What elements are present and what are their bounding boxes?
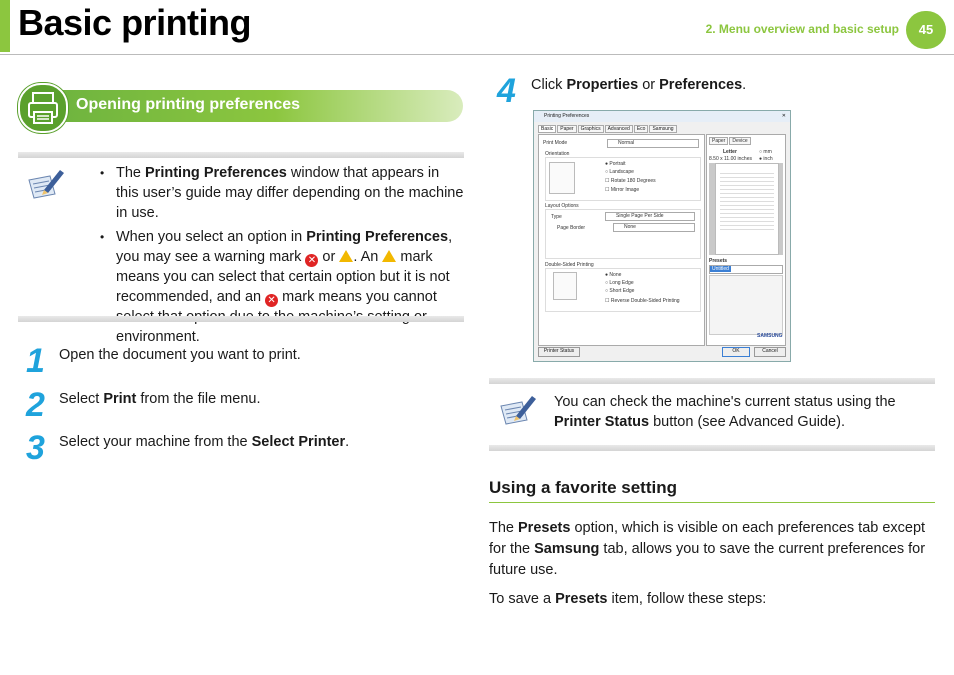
type-label: Type — [551, 214, 562, 220]
tab-eco[interactable]: Eco — [634, 125, 649, 133]
paper-size-label: Letter — [723, 149, 737, 155]
step-text: Select Print from the file menu. — [59, 391, 261, 407]
mirror-label: Mirror Image — [610, 187, 640, 193]
note-bottom-rule — [18, 316, 464, 322]
reverse-checkbox[interactable]: ☐ Reverse Double-Sided Printing — [605, 298, 680, 304]
tab-graphics[interactable]: Graphics — [578, 125, 604, 133]
presets-value: Untitled — [712, 266, 729, 272]
tab-advanced[interactable]: Advanced — [605, 125, 633, 133]
subsection-rule — [489, 502, 935, 503]
orientation-preview — [549, 162, 575, 194]
portrait-radio[interactable]: ● Portrait — [605, 161, 626, 167]
header-divider — [0, 54, 954, 55]
tab-paper[interactable]: Paper — [557, 125, 576, 133]
tab-strip — [538, 125, 678, 133]
note-content: You can check the machine's current status using the Printer Status button (see Advanced Guide). — [554, 394, 896, 430]
error-mark-icon: ✕ — [305, 254, 318, 267]
note-bottom-rule — [489, 445, 935, 451]
presets-label: Presets — [709, 258, 728, 264]
step-number: 1 — [26, 342, 45, 380]
presets-list[interactable] — [709, 275, 783, 335]
mirror-checkbox[interactable]: ☐ Mirror Image — [605, 187, 640, 193]
double-sided-label: Double-Sided Printing — [545, 262, 594, 268]
mm-radio[interactable]: ○ mm — [759, 149, 772, 155]
preview-panel — [706, 134, 786, 346]
type-value: Single Page Per Side — [616, 213, 664, 219]
step-number: 3 — [26, 429, 45, 467]
landscape-radio[interactable]: ○ Landscape — [605, 169, 634, 175]
warning-mark-icon — [339, 250, 353, 262]
long-edge-radio[interactable]: ○ Long Edge — [605, 280, 634, 286]
mm-label: mm — [763, 149, 772, 155]
close-icon[interactable]: ✕ — [781, 113, 786, 119]
rotate-checkbox[interactable]: ☐ Rotate 180 Degrees — [605, 178, 656, 184]
warning-mark-icon — [382, 250, 396, 262]
cancel-button[interactable]: Cancel — [754, 347, 786, 357]
basic-panel — [538, 134, 705, 346]
window-title-bar — [534, 111, 790, 122]
note-top-rule — [489, 378, 935, 384]
layout-options-label: Layout Options — [545, 203, 579, 209]
reverse-label: Reverse Double-Sided Printing — [610, 298, 680, 304]
printer-status-button[interactable]: Printer Status — [538, 347, 580, 357]
page-border-label: Page Border — [557, 225, 586, 231]
note-top-rule — [18, 152, 464, 158]
right-tabs — [709, 137, 752, 145]
tab-samsung[interactable]: Samsung — [649, 125, 676, 133]
page-preview — [715, 163, 779, 255]
paper-size-value: 8.50 x 11.00 inches — [709, 156, 752, 162]
orientation-label: Orientation — [545, 151, 570, 157]
favorite-steps-intro: To save a Presets item, follow these steps: — [489, 591, 767, 607]
portrait-label: Portrait — [609, 161, 626, 167]
page-border-value: None — [624, 224, 636, 230]
title-accent-bar — [0, 0, 10, 52]
printer-icon — [18, 83, 68, 133]
long-edge-label: Long Edge — [609, 280, 634, 286]
print-mode-value: Normal — [618, 140, 635, 146]
step-number: 2 — [26, 386, 45, 424]
preview-text-lines — [720, 170, 774, 230]
note-pencil-icon — [498, 392, 538, 433]
double-sided-preview — [553, 272, 577, 300]
inch-radio[interactable]: ● inch — [759, 156, 773, 162]
short-edge-label: Short Edge — [609, 288, 635, 294]
tab-device-preview[interactable]: Device — [729, 137, 750, 145]
subsection-heading: Using a favorite setting — [489, 478, 677, 497]
printing-preferences-screenshot — [533, 110, 791, 362]
note-bullet: • The Printing Preferences window that appears in this user’s guide may differ depending on the machine in use. — [116, 163, 464, 223]
section-title: Opening printing preferences — [76, 96, 301, 113]
error-mark-icon: ✕ — [265, 294, 278, 307]
tab-paper-preview[interactable]: Paper — [709, 137, 728, 145]
short-edge-radio[interactable]: ○ Short Edge — [605, 288, 635, 294]
type-select[interactable] — [605, 212, 695, 221]
chapter-title: 2. Menu overview and basic setup — [705, 22, 899, 36]
step-text: Click Properties or Preferences. — [531, 77, 747, 93]
presets-select[interactable] — [709, 265, 783, 274]
none-label: None — [609, 272, 622, 278]
page-number: 45 — [906, 11, 946, 49]
tab-basic[interactable]: Basic — [538, 125, 556, 133]
window-title: Printing Preferences — [544, 113, 590, 119]
favorite-paragraph: The Presets option, which is visible on each preferences tab except for the Samsung tab, allows you to save the current preferences for future use. — [489, 520, 926, 578]
note-pencil-icon — [26, 166, 66, 207]
page-title: Basic printing — [18, 2, 252, 43]
ok-button[interactable]: OK — [722, 347, 750, 357]
landscape-label: Landscape — [609, 169, 634, 175]
print-mode-label: Print Mode — [543, 140, 568, 146]
step-number: 4 — [497, 72, 516, 110]
note-content — [98, 163, 464, 351]
page-border-select[interactable] — [613, 223, 695, 232]
step-text: Select your machine from the Select Printer. — [59, 434, 350, 450]
step-text: Open the document you want to print. — [59, 347, 301, 363]
note-bullet: • When you select an option in Printing Preferences, you may see a warning mark ✕ or . An mark means you can select that certain option but it is not recommended, and an ✕ mark means you cannot environment. — [116, 227, 464, 347]
samsung-logo: SAMSUNG — [757, 333, 783, 339]
print-mode-select[interactable] — [607, 139, 699, 148]
rotate-label: Rotate 180 Degrees — [610, 178, 656, 184]
inch-label: inch — [763, 156, 773, 162]
none-radio[interactable]: ● None — [605, 272, 622, 278]
